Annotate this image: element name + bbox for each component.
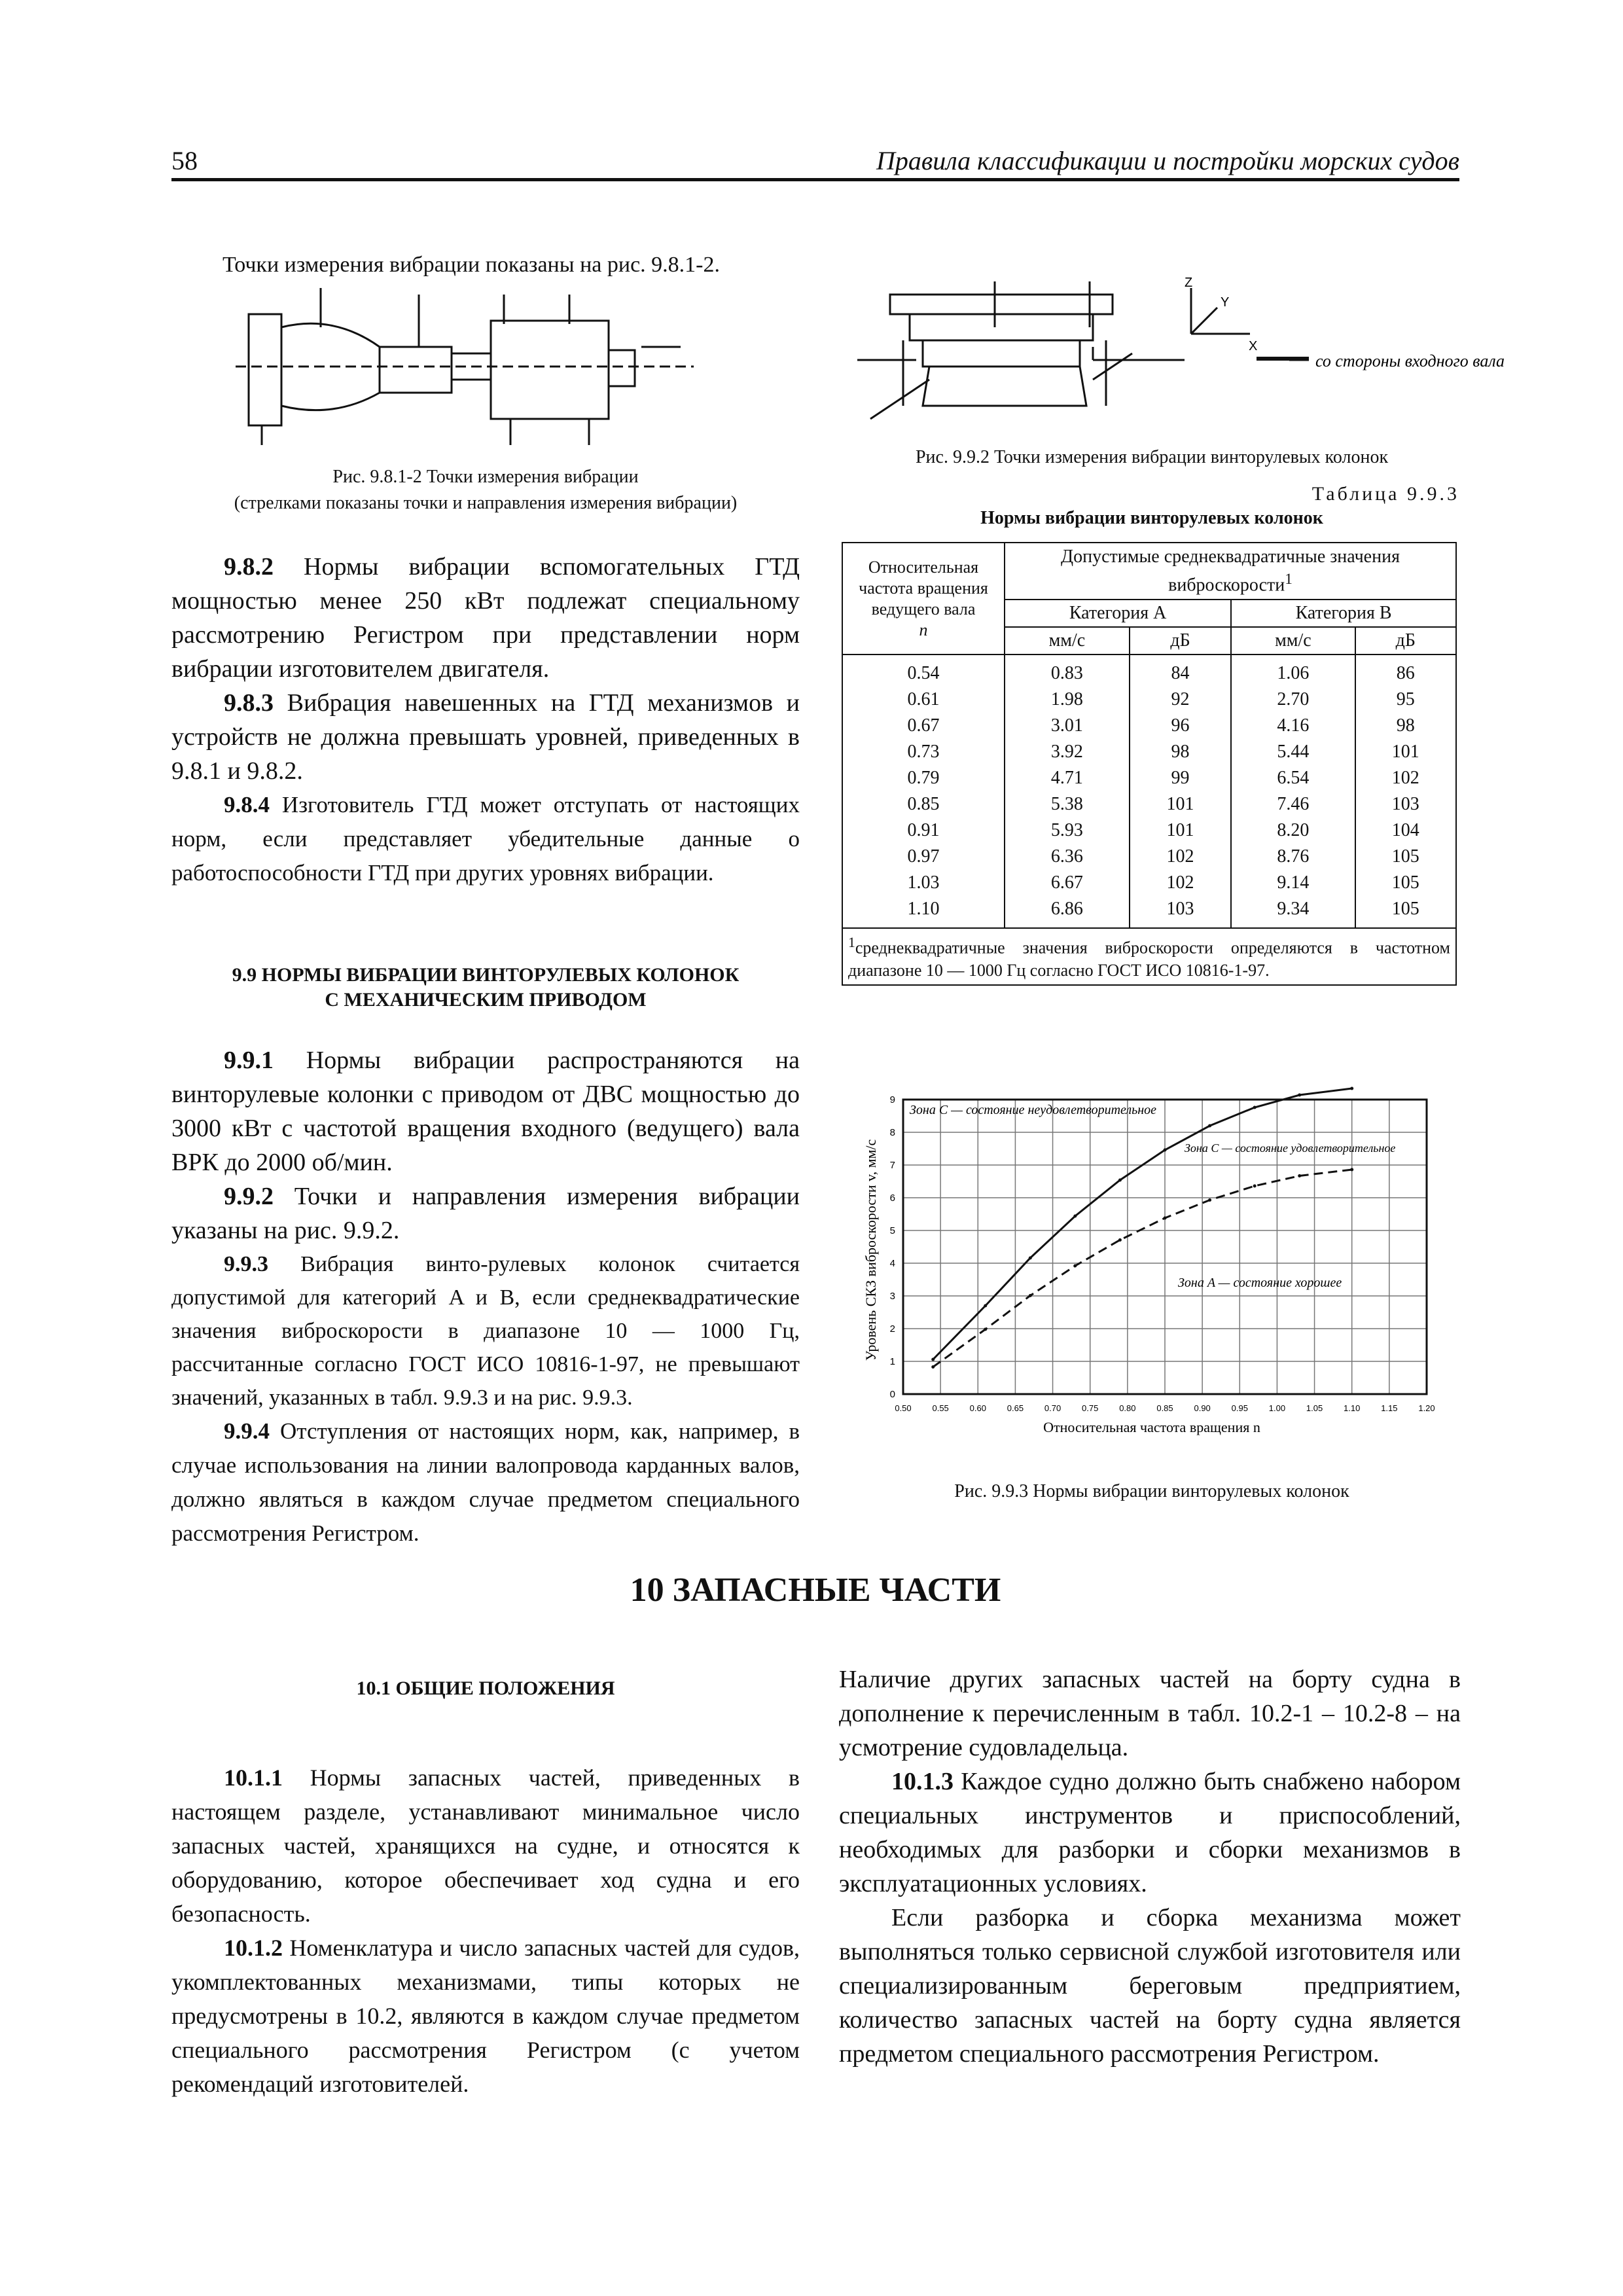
vibration-table — [842, 542, 1457, 986]
vibration-chart — [844, 1086, 1472, 1453]
point-category-b — [1073, 1215, 1077, 1218]
y-tick-label: 0 — [889, 1389, 895, 1400]
table-body-row — [842, 655, 1456, 928]
y-tick-label: 5 — [889, 1225, 895, 1236]
axis-y-label: Y — [1221, 295, 1230, 310]
zone-c-unsat-label: Зона C — состояние неудовлетворительное — [910, 1103, 1157, 1117]
turbine-figure — [223, 288, 707, 452]
y-tick-label: 2 — [889, 1323, 895, 1335]
unit-a-db: дБ — [1130, 627, 1231, 655]
chart-y-label: Уровень СКЗ виброскорости v, мм/с — [863, 1139, 879, 1361]
col-a-db: 84 92 96 98 99 101 101 102 102 103 — [1130, 655, 1231, 928]
y-tick-label: 7 — [889, 1160, 895, 1171]
point-category-b — [1298, 1094, 1301, 1097]
table-footnote: $^1$среднеквадратичные значения виброскорости определяются в частотном диапазоне 10 — 1000 Гц согласно ГОСТ ИСО 10816-1-97. — [842, 928, 1456, 985]
fig-981-caption-2: (стрелками показаны точки и направления измерения вибрации) — [234, 493, 738, 513]
para-9-9-1: 9.9.1 Нормы вибрации распространяются на винторулевые колонки с приводом от ДВС мощностью до 3000 кВт с частотой вращения входного (ведущего) вала ВРК до 2000 об/мин. — [171, 1047, 800, 1176]
y-tick-label: 9 — [889, 1094, 895, 1105]
unit-b-mms: мм/с — [1231, 627, 1355, 655]
para-10-r3: Если разборка и сборка механизма может выполняться только сервисной службой изготовителя или специализированным береговым предприятием, количество запасных частей на борту судна является предметом специального рассмотрения Регистром. — [839, 1904, 1461, 2068]
zone-c-sat-label: Зона C — состояние удовлетворительное — [1185, 1141, 1396, 1155]
y-tick-label: 6 — [889, 1193, 895, 1204]
col-header-rel-speed: Относительная частота вращения ведущего вала n — [842, 543, 1005, 655]
x-tick-label: 0.75 — [1082, 1403, 1099, 1413]
x-tick-label: 1.15 — [1381, 1403, 1398, 1413]
y-tick-label: 3 — [889, 1291, 895, 1302]
section-9-9-heading-1: 9.9 НОРМЫ ВИБРАЦИИ ВИНТОРУЛЕВЫХ КОЛОНОК — [232, 964, 740, 986]
left-column-upper — [171, 550, 800, 890]
point-category-b — [1208, 1124, 1211, 1128]
point-category-b — [1164, 1149, 1167, 1152]
point-category-a — [1073, 1265, 1077, 1268]
para-10-1-2: 10.1.2 Номенклатура и число запасных частей для судов, укомплектованных механизмами, типы которых не предусмотрены в 10.2, являются в каждом случае предметом специального рассмотрения Регистром (с учетом рекомендаций изготовителей. — [171, 1935, 800, 2097]
col-header-permissible: Допустимые среднеквадратичные значения виброскорости$^1$ — [1005, 543, 1456, 600]
para-9-8-4: 9.8.4 Изготовитель ГТД может отступать от настоящих норм, если представляет убедительные данные о работоспособности ГТД при других уровнях вибрации. — [171, 792, 800, 886]
para-10-r1: Наличие других запасных частей на борту судна в дополнение к перечисленным в табл. 10.2-1 – 10.2-8 – на усмотрение судовладельца. — [839, 1666, 1461, 1761]
series-line-category-a — [933, 1170, 1352, 1367]
point-category-a — [1118, 1238, 1122, 1242]
fig-981-caption-1: Рис. 9.8.1-2 Точки измерения вибрации — [332, 467, 639, 487]
fig-992-caption: Рис. 9.9.2 Точки измерения вибрации винторулевых колонок — [915, 447, 1389, 467]
thruster-figure — [844, 275, 1505, 439]
axis-x-label: X — [1249, 339, 1258, 353]
running-title: Правила классификации и постройки морских судов — [876, 146, 1459, 175]
x-tick-label: 0.80 — [1119, 1403, 1136, 1413]
col-n: 0.54 0.61 0.67 0.73 0.79 0.85 0.91 0.97 1.03 1.10 — [842, 655, 1005, 928]
point-category-b — [1253, 1106, 1257, 1109]
unit-a-mms: мм/с — [1005, 627, 1130, 655]
point-category-a — [1029, 1294, 1032, 1297]
page-number: 58 — [171, 146, 198, 175]
section-9-9-heading-2: С МЕХАНИЧЕСКИМ ПРИВОДОМ — [325, 989, 647, 1011]
x-tick-label: 0.85 — [1156, 1403, 1173, 1413]
point-category-a — [984, 1328, 987, 1331]
unit-b-db: дБ — [1355, 627, 1456, 655]
point-category-a — [1298, 1174, 1301, 1177]
x-tick-label: 0.90 — [1194, 1403, 1211, 1413]
para-9-9-3: 9.9.3 Вибрация винто-рулевых колонок считается допустимой для категорий A и B, если среднеквадратические значения виброскорости в диапазоне 10 — 1000 Гц, рассчитанные согласно ГОСТ ИСО 10816-1-97, не превышают значений, указанных в табл. 9.9.3 и на рис. 9.9.3. — [171, 1252, 800, 1410]
header-rule — [171, 178, 1459, 181]
point-category-a — [1253, 1185, 1257, 1188]
x-tick-label: 1.00 — [1268, 1403, 1286, 1413]
x-tick-label: 1.20 — [1418, 1403, 1435, 1413]
zone-a-label: Зона A — состояние хорошее — [1178, 1276, 1342, 1290]
x-tick-label: 0.70 — [1044, 1403, 1061, 1413]
point-category-b — [984, 1304, 987, 1308]
x-tick-label: 0.95 — [1231, 1403, 1248, 1413]
para-9-8-3: 9.8.3 Вибрация навешенных на ГТД механизмов и устройств не должна превышать уровней, приведенных в 9.8.1 и 9.8.2. — [171, 689, 800, 785]
y-tick-label: 1 — [889, 1356, 895, 1367]
x-tick-label: 1.10 — [1344, 1403, 1361, 1413]
series-line-category-b — [933, 1088, 1352, 1359]
section-10-left — [171, 1761, 800, 2101]
point-category-b — [1029, 1257, 1032, 1260]
col-b-mms: 1.06 2.70 4.16 5.44 6.54 7.46 8.20 8.76 9.14 9.34 — [1231, 655, 1355, 928]
point-category-b — [1350, 1087, 1353, 1090]
col-header-cat-b: Категория B — [1231, 600, 1456, 627]
para-9-9-4: 9.9.4 Отступления от настоящих норм, как, например, в случае использования на линии валопровода карданных валов, должно являться в каждом случае предметом специального рассмотрения Регистром. — [171, 1418, 800, 1546]
point-category-b — [931, 1358, 935, 1361]
point-category-b — [1118, 1179, 1122, 1182]
para-10-1-3: 10.1.3 Каждое судно должно быть снабжено набором специальных инструментов и приспособлений, необходимых для разборки и сборки механизмов в эксплуатационных условиях. — [839, 1768, 1461, 1897]
x-tick-label: 1.05 — [1306, 1403, 1323, 1413]
left-column-lower — [171, 1043, 800, 1551]
fig-993-caption: Рис. 9.9.3 Нормы вибрации винторулевых колонок — [954, 1481, 1349, 1501]
para-10-1-1: 10.1.1 Нормы запасных частей, приведенных в настоящем разделе, устанавливают минимальное число запасных частей, хранящихся на судне, и относятся к оборудованию, которое обеспечивает ход судна и его безопасность. — [171, 1765, 800, 1927]
table-label: Таблица 9.9.3 — [1311, 483, 1459, 505]
col-header-cat-a: Категория A — [1005, 600, 1231, 627]
x-tick-label: 0.50 — [895, 1403, 912, 1413]
col-a-mms: 0.83 1.98 3.01 3.92 4.71 5.38 5.93 6.36 6.67 6.86 — [1005, 655, 1130, 928]
intro-text: Точки измерения вибрации показаны на рис. 9.8.1-2. — [223, 253, 720, 277]
para-9-9-2: 9.9.2 Точки и направления измерения вибрации указаны на рис. 9.9.2. — [171, 1183, 800, 1244]
table-title: Нормы вибрации винторулевых колонок — [980, 508, 1323, 528]
point-category-a — [1208, 1198, 1211, 1202]
point-category-a — [1164, 1217, 1167, 1220]
point-category-a — [1350, 1168, 1353, 1172]
para-9-8-2: 9.8.2 Нормы вибрации вспомогательных ГТД мощностью менее 250 кВт подлежат специальному рассмотрению Регистром при представлении норм вибрации изготовителем двигателя. — [171, 553, 800, 683]
axis-z-label: Z — [1185, 276, 1193, 290]
section-10-title: 10 ЗАПАСНЫЕ ЧАСТИ — [630, 1571, 1001, 1609]
y-tick-label: 8 — [889, 1127, 895, 1138]
input-shaft-side-label: со стороны входного вала — [1315, 351, 1505, 370]
x-tick-label: 0.55 — [932, 1403, 949, 1413]
section-10-right — [839, 1662, 1461, 2071]
x-tick-label: 0.65 — [1007, 1403, 1024, 1413]
chart-x-label: Относительная частота вращения n — [1043, 1419, 1260, 1435]
chart-series — [931, 1087, 1353, 1369]
point-category-a — [931, 1365, 935, 1369]
x-tick-label: 0.60 — [969, 1403, 986, 1413]
section-10-1-heading: 10.1 ОБЩИЕ ПОЛОЖЕНИЯ — [356, 1677, 615, 1699]
y-tick-label: 4 — [889, 1258, 895, 1269]
col-b-db: 86 95 98 101 102 103 104 105 105 105 — [1355, 655, 1456, 928]
